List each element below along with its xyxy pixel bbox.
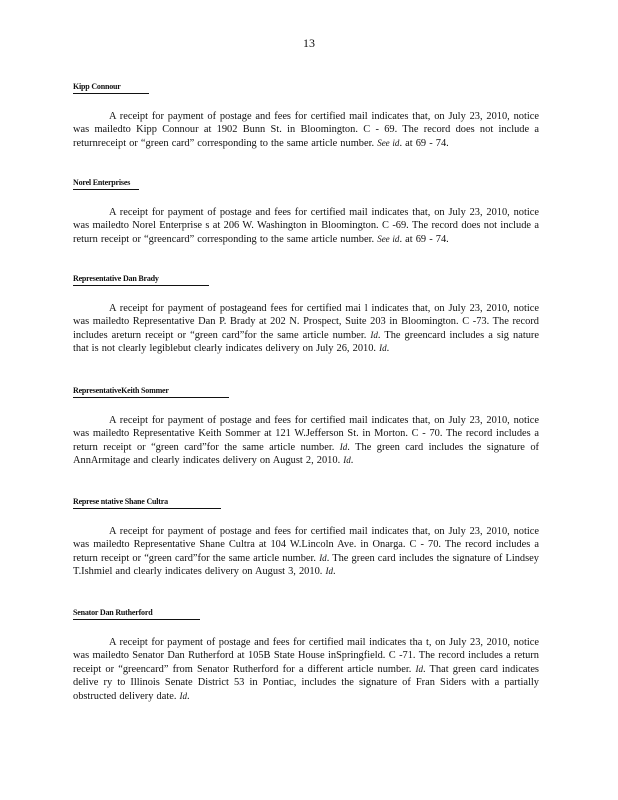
citation: Id: [370, 329, 378, 340]
section-heading: Senator Dan Rutherford: [73, 608, 200, 620]
citation-tail: . at 69 - 74.: [399, 137, 449, 149]
section-paragraph: [73, 414, 539, 468]
section-paragraph: [73, 110, 539, 150]
page-number: 13: [303, 36, 315, 50]
section-representative-dan-brady: [73, 268, 539, 356]
citation: Id: [319, 552, 327, 563]
citation: See id: [377, 233, 400, 244]
citation: Id: [343, 455, 351, 466]
citation-end: .: [386, 343, 390, 355]
citation: Id: [415, 663, 423, 674]
section-heading: Kipp Connour: [73, 82, 149, 94]
section-senator-dan-rutherford: [73, 602, 539, 703]
section-paragraph: [73, 206, 539, 246]
citation: Id: [379, 343, 387, 354]
citation-tail: . The greencard includes a sig nature that is not clearly legiblebut clearly indicates delivery on July 26, 2010.: [73, 329, 539, 355]
citation: See id: [377, 137, 400, 148]
citation-tail: . The green card includes the signature of AnnArmitage and clearly indicates delivery on August 2, 2010.: [73, 441, 539, 467]
citation-tail: . at 69 - 74.: [399, 233, 449, 245]
paragraph-text: A receipt for payment of postage and fees for certified mail indicates that, on July 23, 2010, notice was mailedto Norel Enterprise s at 206 W. Washington in Bloomington. C -69. The record does not include a return receipt or “greencard” corresponding to the same article number.: [73, 207, 539, 245]
section-kipp-connour: [73, 76, 539, 150]
paragraph-text: A receipt for payment of postage and fees for certified mail indicates that, on July 23, 2010, notice was mailedto Representative Keith Sommer at 121 W.Jefferson St. in Morton. C - 70. The record includes a return receipt or “green card”for the same article number.: [73, 415, 539, 453]
section-representative-keith-sommer: [73, 380, 539, 468]
paragraph-text: A receipt for payment of postage and fees for certified mail indicates tha t, on July 23, 2010, notice was mailedto Senator Dan Rutherford at 105B State House inSpringfield. C -71. The record includes a return receipt or “greencard” from Senator Rutherford for a different article number.: [73, 637, 539, 675]
citation-end: .: [187, 690, 190, 702]
section-paragraph: [73, 636, 539, 703]
section-heading: Represe ntative Shane Cultra: [73, 497, 221, 509]
section-paragraph: [73, 302, 539, 356]
section-heading: Norel Enterprises: [73, 178, 139, 190]
citation-end: .: [332, 566, 336, 578]
paragraph-text: A receipt for payment of postage and fees for certified mail indicates that, on July 23, 2010, notice was mailedto Representative Shane Cultra at 104 W.Lincoln Ave. in Onarga. C - 70. The record includes a return receipt or “green card”for the same article number.: [73, 526, 539, 564]
citation: Id: [325, 566, 333, 577]
paragraph-text: A receipt for payment of postageand fees for certified mai l indicates that, on July 23, 2010, notice was mailedto Representative Dan P. Brady at 202 N. Prospect, Suite 203 in Bloomington. C -73. The record includes areturn receipt or “green card”for the same article number.: [73, 303, 539, 341]
section-paragraph: [73, 525, 539, 579]
section-representative-shane-cultra: [73, 491, 539, 579]
paragraph-text: A receipt for payment of postage and fees for certified mail indicates that, on July 23, 2010, notice was mailedto Kipp Connour at 1902 Bunn St. in Bloomington. C - 69. The record does not include a returnreceipt or “green card” corresponding to the same article number.: [73, 111, 539, 149]
section-norel-enterprises: [73, 172, 539, 246]
section-heading: RepresentativeKeith Sommer: [73, 386, 229, 398]
citation-tail: . That green card indicates delive ry to Illinois Senate District 53 in Pontiac, includes the signature of Fran Siders with a partially obstructed delivery date.: [73, 663, 539, 702]
citation-tail: . The green card includes the signature of Lindsey T.Ishmiel and clearly indicates delivery on August 3, 2010.: [73, 552, 539, 578]
section-heading: Representative Dan Brady: [73, 274, 209, 286]
citation: Id: [179, 690, 188, 701]
citation: Id: [339, 441, 348, 452]
citation-end: .: [350, 455, 354, 467]
